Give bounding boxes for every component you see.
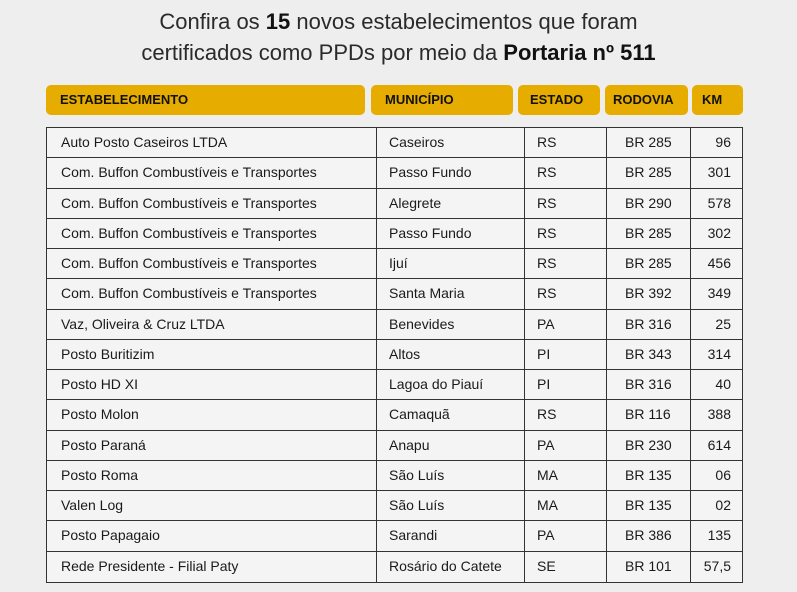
table-row [47,340,742,370]
cell-municipio: Santa Maria [377,279,525,308]
cell-estabelecimento: Com. Buffon Combustíveis e Transportes [47,189,377,218]
cell-rodovia: BR 386 [607,521,691,550]
cell-municipio: Rosário do Catete [377,552,525,582]
cell-rodovia: BR 285 [607,158,691,187]
title-text: certificados como PPDs por meio da [141,40,504,65]
cell-estado: PA [525,431,607,460]
table-row [47,128,742,158]
cell-km: 57,5 [703,557,731,574]
cell-km: 614 [707,436,731,453]
cell-rodovia: BR 285 [607,219,691,248]
table-row [47,521,742,551]
header-rodovia: RODOVIA [605,85,688,115]
cell-rodovia: BR 230 [607,431,691,460]
cell-rodovia: BR 116 [607,400,691,429]
cell-km: 06 [715,466,731,483]
cell-km: 578 [707,194,731,211]
cell-estabelecimento: Valen Log [47,491,377,520]
cell-rodovia: BR 135 [607,461,691,490]
table-row [47,552,742,582]
table-row [47,400,742,430]
cell-municipio: Alegrete [377,189,525,218]
cell-estabelecimento: Com. Buffon Combustíveis e Transportes [47,158,377,187]
cell-estabelecimento: Rede Presidente - Filial Paty [47,552,377,582]
title-count: 15 [265,9,291,34]
title-line-1 [0,6,797,37]
table-row [47,219,742,249]
table-row [47,491,742,521]
cell-municipio: São Luís [377,491,525,520]
cell-municipio: São Luís [377,461,525,490]
table-row [47,189,742,219]
header-estabelecimento: ESTABELECIMENTO [46,85,365,115]
cell-estabelecimento: Posto Molon [47,400,377,429]
cell-rodovia: BR 285 [607,249,691,278]
cell-municipio: Passo Fundo [377,158,525,187]
cell-municipio: Altos [377,340,525,369]
cell-estado: RS [525,249,607,278]
cell-estado: MA [525,491,607,520]
cell-estado: SE [525,552,607,582]
cell-km: 388 [707,406,731,423]
cell-estado: RS [525,158,607,187]
table-row [47,158,742,188]
cell-estado: PA [525,521,607,550]
cell-estabelecimento: Posto Roma [47,461,377,490]
cell-rodovia: BR 316 [607,310,691,339]
cell-rodovia: BR 392 [607,279,691,308]
table-row [47,461,742,491]
cell-km: 96 [715,134,731,150]
cell-municipio: Anapu [377,431,525,460]
cell-estabelecimento: Com. Buffon Combustíveis e Transportes [47,249,377,278]
page-title [0,6,797,68]
cell-estabelecimento: Com. Buffon Combustíveis e Transportes [47,219,377,248]
cell-km: 302 [707,224,731,241]
title-text: novos estabelecimentos que foram [290,9,638,34]
table-row [47,310,742,340]
cell-estado: MA [525,461,607,490]
cell-km: 135 [707,527,731,544]
cell-rodovia: BR 135 [607,491,691,520]
header-municipio: MUNICÍPIO [371,85,513,115]
cell-km: 301 [707,164,731,181]
cell-rodovia: BR 101 [607,552,691,582]
table-header [0,85,797,115]
cell-estabelecimento: Posto Papagaio [47,521,377,550]
cell-estabelecimento: Posto Buritizim [47,340,377,369]
cell-municipio: Ijuí [377,249,525,278]
cell-rodovia: BR 316 [607,370,691,399]
cell-km: 40 [715,376,731,392]
cell-estabelecimento: Vaz, Oliveira & Cruz LTDA [47,310,377,339]
cell-municipio: Passo Fundo [377,219,525,248]
cell-estado: RS [525,219,607,248]
header-estado: ESTADO [518,85,600,115]
cell-estabelecimento: Posto HD XI [47,370,377,399]
cell-km: 456 [707,255,731,271]
cell-km: 02 [715,497,731,513]
cell-estado: RS [525,128,607,157]
cell-estado: PI [525,340,607,369]
cell-estabelecimento: Posto Paraná [47,431,377,460]
cell-estado: PI [525,370,607,399]
cell-municipio: Camaquã [377,400,525,429]
cell-km: 314 [707,345,731,362]
table-row [47,249,742,279]
cell-km: 25 [715,315,731,332]
establishments-table [46,127,743,583]
table-row [47,370,742,400]
cell-estado: RS [525,400,607,429]
title-line-2 [0,37,797,68]
cell-rodovia: BR 290 [607,189,691,218]
cell-estado: RS [525,279,607,308]
cell-km: 349 [707,285,731,302]
cell-estabelecimento: Com. Buffon Combustíveis e Transportes [47,279,377,308]
cell-rodovia: BR 285 [607,128,691,157]
table-row [47,279,742,309]
cell-rodovia: BR 343 [607,340,691,369]
cell-municipio: Caseiros [377,128,525,157]
cell-municipio: Lagoa do Piauí [377,370,525,399]
title-portaria: Portaria nº 511 [503,40,656,65]
cell-estado: RS [525,189,607,218]
table-row [47,431,742,461]
cell-municipio: Benevides [377,310,525,339]
cell-estabelecimento: Auto Posto Caseiros LTDA [47,128,377,157]
cell-estado: PA [525,310,607,339]
header-km: KM [692,85,743,115]
title-text: Confira os [159,9,266,34]
cell-municipio: Sarandi [377,521,525,550]
